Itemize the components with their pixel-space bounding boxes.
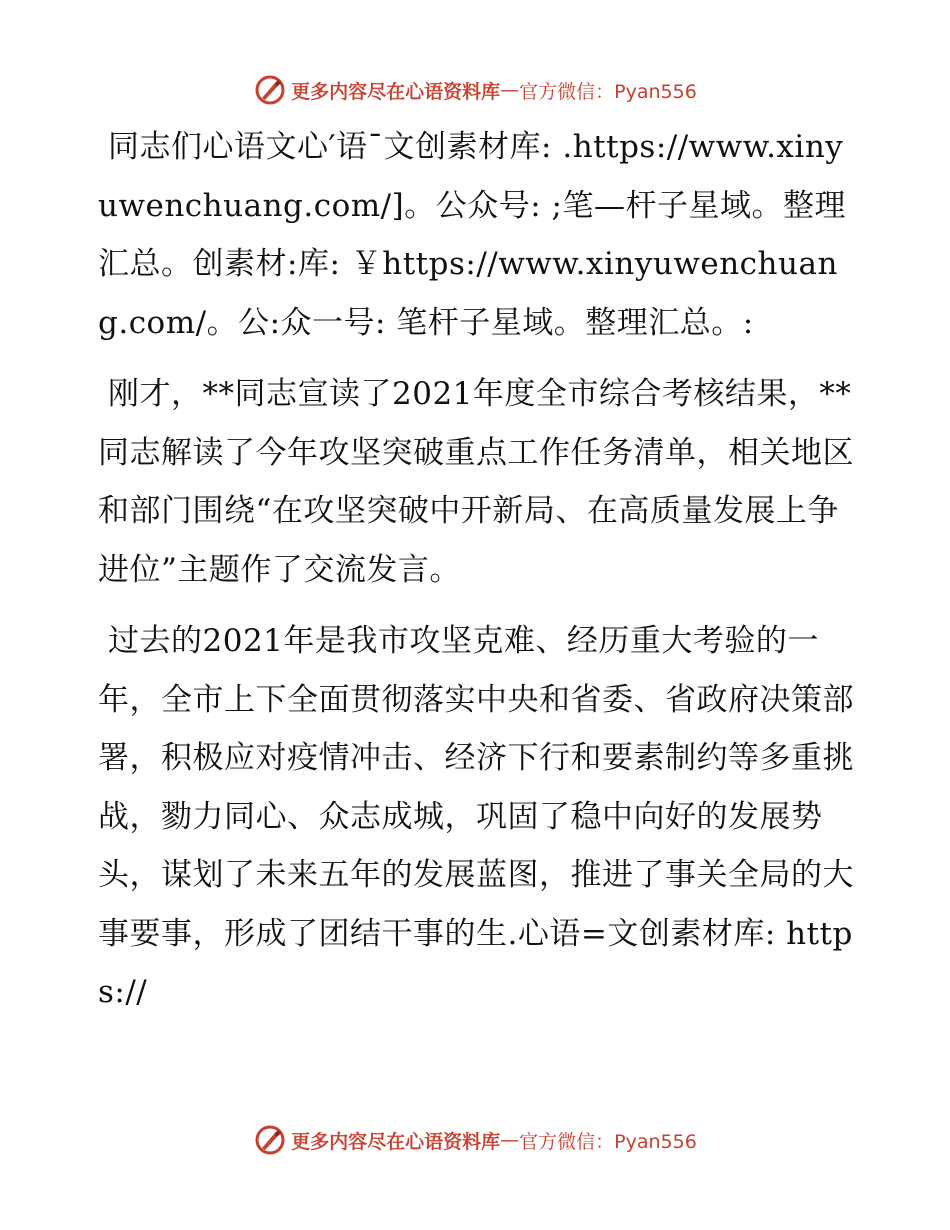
footer-brand-text: 更多内容尽在心语资料库: [291, 1130, 501, 1153]
pen-in-circle-logo-icon: [253, 73, 287, 107]
header-wechat-text: 官方微信：Pyan556: [519, 80, 697, 103]
footer-wechat-text: 官方微信：Pyan556: [519, 1130, 697, 1153]
header-separator: —: [500, 79, 520, 101]
paragraph-past-year: 过去的2021年是我市攻坚克难、经历重大考验的一年，全市上下全面贯彻落实中央和省委、省政府决策部署，积极应对疫情冲击、经济下行和要素制约等多重挑战，勠力同心、众志成城，巩固了稳中向好的发展势头，谋划了未来五年的发展蓝图，推进了事关全局的大事要事，形成了团结干事的生.心语=文创素材库: https://: [98, 623, 854, 1010]
footer-separator: —: [500, 1129, 520, 1151]
header-brand-text: 更多内容尽在心语资料库: [291, 80, 501, 103]
paragraph-review: 刚才，**同志宣读了2021年度全市综合考核结果，**同志解读了今年攻坚突破重点工作任务清单，相关地区和部门围绕“在攻坚突破中开新局、在高质量发展上争进位”主题作了交流发言。: [98, 376, 854, 588]
header-banner: [0, 70, 950, 110]
document-body: [98, 118, 858, 1022]
footer-banner: [0, 1120, 950, 1160]
paragraph-intro: 同志们心语文心′语ˉ文创素材库: .https://www.xinyuwenchuang.com/]。公众号: ;笔—杆子星域。整理汇总。创素材:库: ￥https://www.xinyuwenchuang.com/。公:众一号: 笔杆子星域。整理汇总。:: [98, 129, 846, 341]
pen-in-circle-logo-icon: [253, 1123, 287, 1157]
